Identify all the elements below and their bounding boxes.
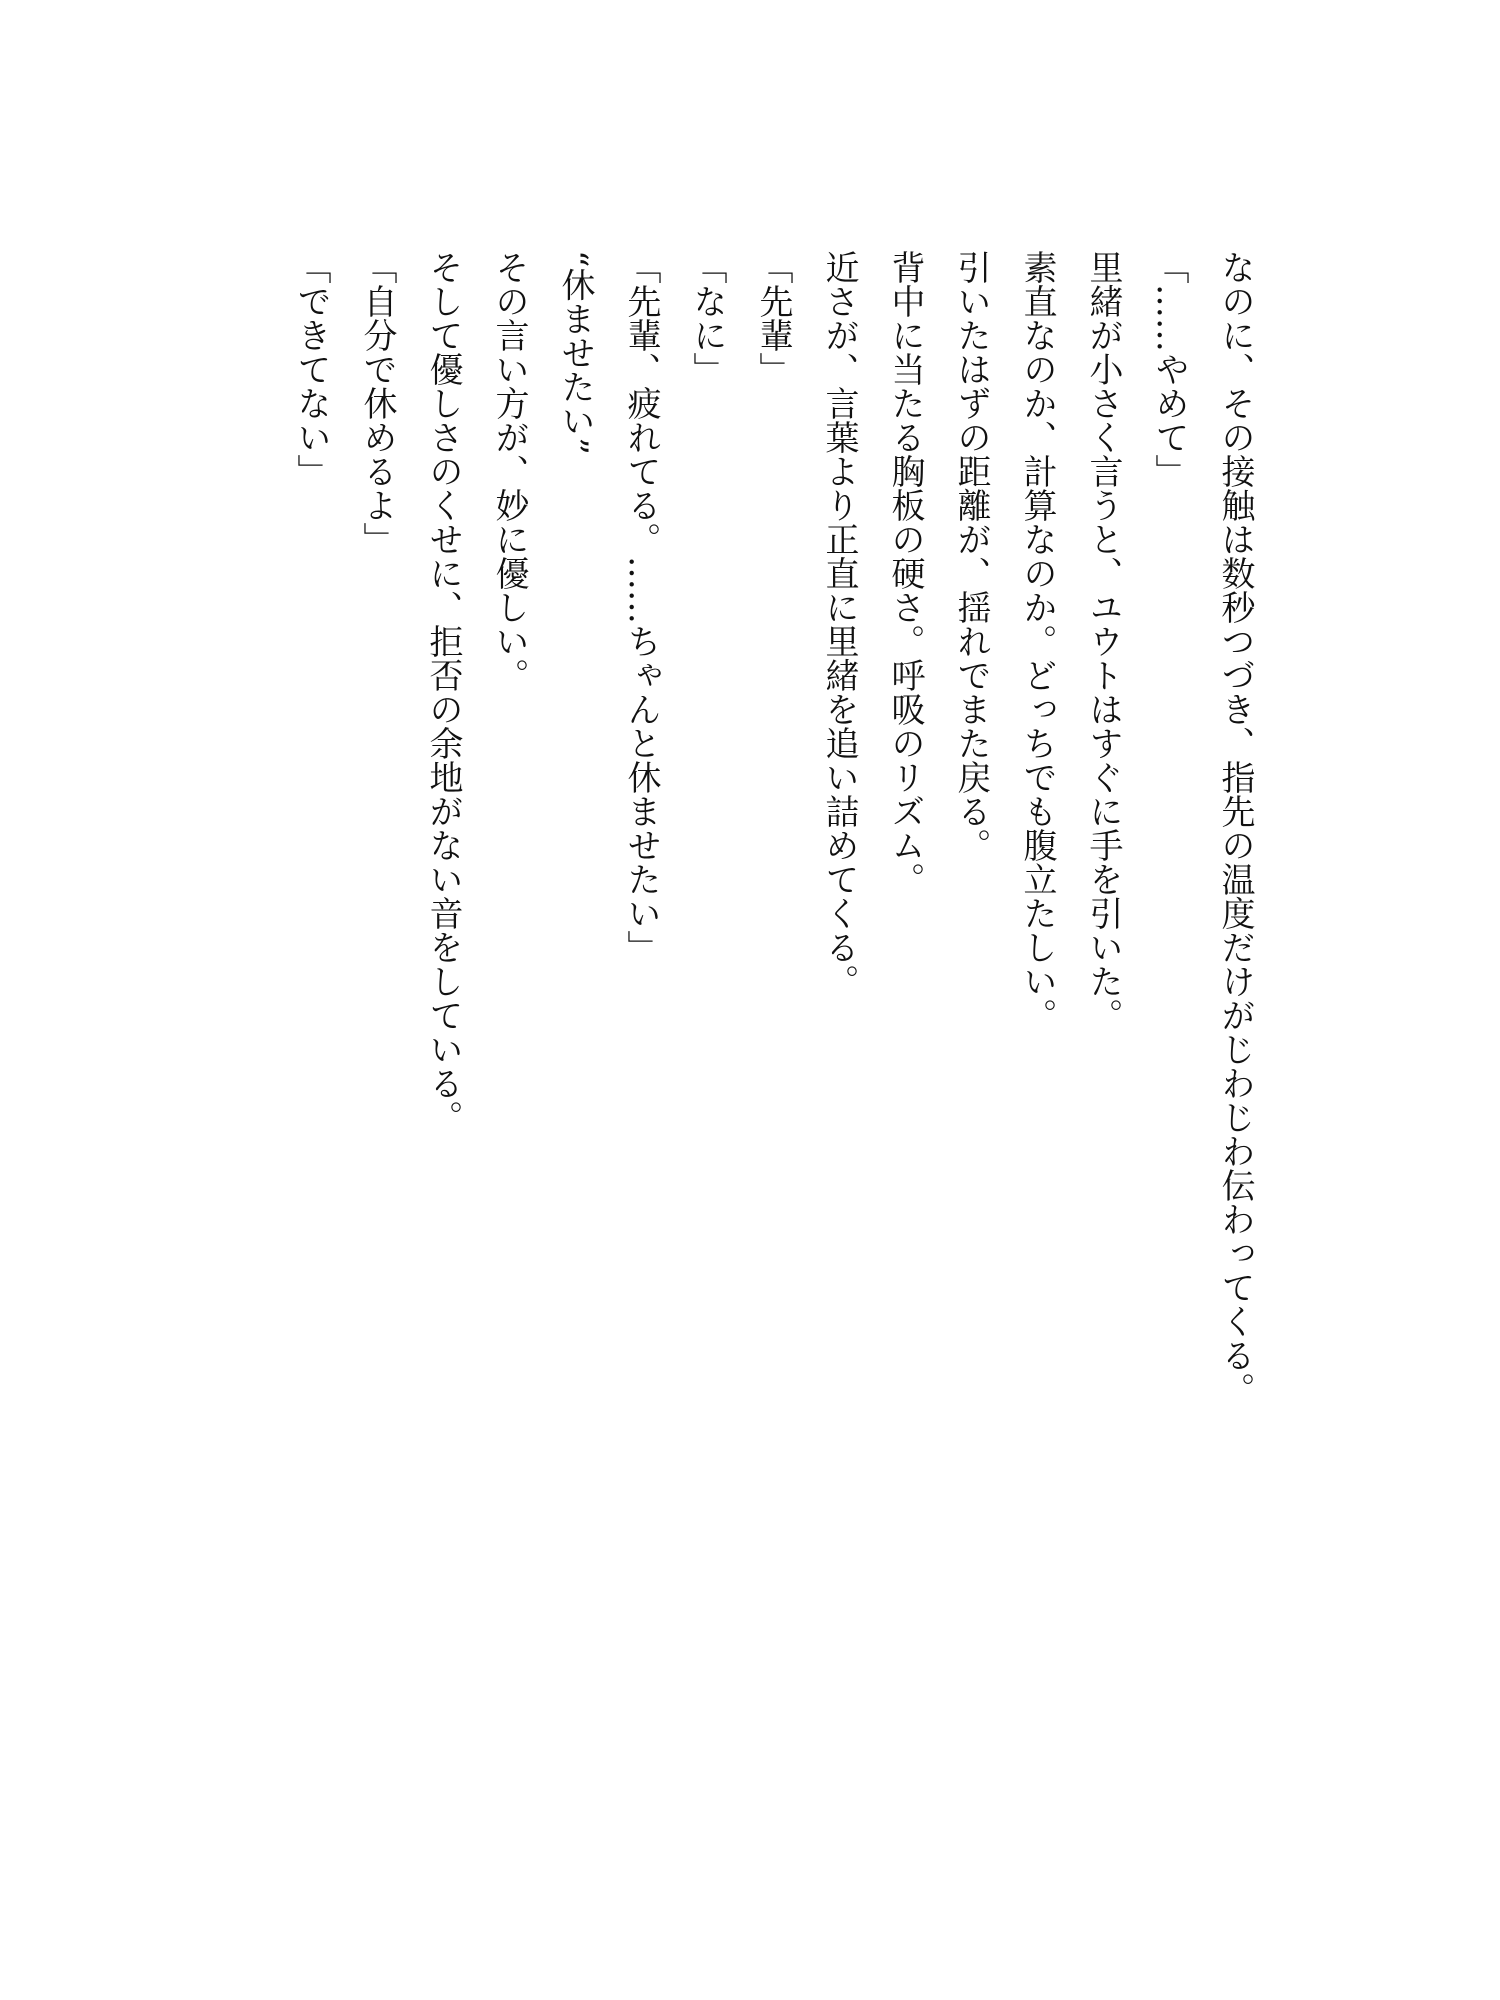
text-line: 引いたはずの距離が、揺れでまた戻る。 (951, 250, 991, 862)
text-line: 「先輩、疲れてる。……ちゃんと休ませたい」 (621, 250, 661, 964)
text-line: 近さが、言葉より正直に里緒を追い詰めてくる。 (819, 250, 859, 998)
text-line: なのに、その接触は数秒つづき、指先の温度だけがじわじわ伝わってくる。 (1215, 250, 1255, 1406)
text-line: 「先輩」 (753, 250, 793, 386)
text-line: 里緒が小さく言うと、ユウトはすぐに手を引いた。 (1083, 250, 1123, 1032)
text-line: “休ませたい” (555, 250, 595, 455)
vertical-text-body (278, 250, 1268, 1410)
text-line: 「できてない」 (291, 250, 331, 488)
text-line: 背中に当たる胸板の硬さ。呼吸のリズム。 (885, 250, 925, 896)
text-line: その言い方が、妙に優しい。 (489, 250, 529, 692)
text-line: 素直なのか、計算なのか。どっちでも腹立たしい。 (1017, 250, 1057, 1032)
text-line: そして優しさのくせに、拒否の余地がない音をしている。 (423, 250, 463, 1134)
text-line: 「……やめて」 (1149, 250, 1189, 488)
text-line: 「自分で休めるよ」 (357, 250, 397, 556)
text-line: 「なに」 (687, 250, 727, 386)
